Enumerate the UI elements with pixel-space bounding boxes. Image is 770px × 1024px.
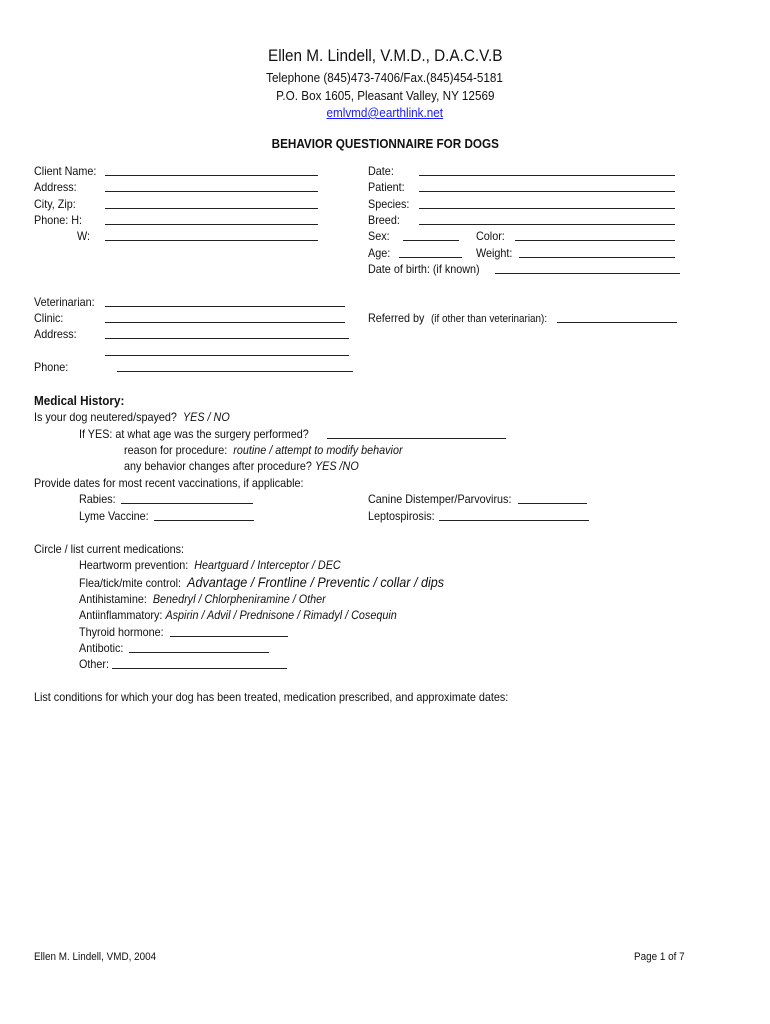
- dob-field[interactable]: [495, 262, 680, 274]
- date-field[interactable]: [419, 164, 675, 176]
- patient-label: Patient:: [368, 180, 405, 194]
- phone-home-field[interactable]: [105, 213, 318, 225]
- form-title: BEHAVIOR QUESTIONNAIRE FOR DOGS: [271, 136, 499, 151]
- conditions-answer-area[interactable]: [34, 710, 734, 930]
- referred-by-label: Referred by: [368, 311, 425, 325]
- vet-address-label: Address:: [34, 327, 77, 341]
- referred-by-note: (if other than veterinarian):: [431, 313, 548, 325]
- other-med-field[interactable]: [112, 657, 287, 669]
- lyme-field[interactable]: [154, 509, 254, 521]
- flea-options[interactable]: Advantage / Frontline / Preventic / collar / dips: [187, 574, 445, 590]
- vet-address-field-1[interactable]: [105, 327, 349, 339]
- weight-label: Weight:: [476, 246, 513, 260]
- lyme-label: Lyme Vaccine:: [79, 509, 149, 523]
- surgery-age-field[interactable]: [327, 427, 506, 439]
- referred-by-field[interactable]: [557, 311, 677, 323]
- medical-history-heading: Medical History:: [34, 393, 125, 408]
- clinic-field[interactable]: [105, 311, 345, 323]
- heartworm-options[interactable]: Heartguard / Interceptor / DEC: [194, 558, 341, 572]
- address-field[interactable]: [105, 180, 318, 192]
- neutered-options[interactable]: YES / NO: [182, 410, 230, 424]
- city-zip-label: City, Zip:: [34, 197, 76, 211]
- phone-home-label: Phone: H:: [34, 213, 83, 227]
- reason-options[interactable]: routine / attempt to modify behavior: [233, 443, 403, 457]
- practitioner-name: Ellen M. Lindell, V.M.D., D.A.C.V.B: [267, 46, 503, 65]
- surgery-age-question: If YES: at what age was the surgery performed?: [79, 427, 309, 441]
- phone-work-label: W:: [77, 229, 91, 243]
- thyroid-field[interactable]: [170, 625, 288, 637]
- species-label: Species:: [368, 197, 410, 211]
- behavior-change-options[interactable]: YES /NO: [314, 459, 359, 473]
- vaccinations-prompt: Provide dates for most recent vaccinations, if applicable:: [34, 476, 304, 490]
- distemper-label: Canine Distemper/Parvovirus:: [368, 492, 512, 506]
- rabies-field[interactable]: [121, 492, 253, 504]
- postal-address: P.O. Box 1605, Pleasant Valley, NY 12569: [275, 88, 495, 103]
- sex-field[interactable]: [403, 229, 459, 241]
- patient-field[interactable]: [419, 180, 675, 192]
- sex-label: Sex:: [368, 229, 390, 243]
- page-number: Page 1 of 7: [634, 951, 685, 963]
- antibiotic-field[interactable]: [129, 641, 269, 653]
- footer-author: Ellen M. Lindell, VMD, 2004: [34, 951, 157, 963]
- thyroid-label: Thyroid hormone:: [79, 625, 164, 639]
- vet-address-field-2[interactable]: [105, 344, 349, 356]
- vet-phone-field[interactable]: [117, 360, 353, 372]
- antihistamine-options[interactable]: Benedryl / Chlorpheniramine / Other: [152, 592, 326, 606]
- species-field[interactable]: [419, 197, 675, 209]
- heartworm-row: Heartworm prevention: Heartguard / Interceptor / DEC: [79, 558, 341, 572]
- color-label: Color:: [476, 229, 505, 243]
- medications-heading: Circle / list current medications:: [34, 542, 185, 556]
- email-link[interactable]: emlvmd@earthlink.net: [326, 105, 444, 120]
- distemper-field[interactable]: [518, 492, 587, 504]
- veterinarian-field[interactable]: [105, 295, 345, 307]
- antibiotic-label: Antibotic:: [79, 641, 124, 655]
- age-label: Age:: [368, 246, 391, 260]
- reason-question: reason for procedure: routine / attempt to modify behavior: [124, 443, 403, 457]
- breed-field[interactable]: [419, 213, 675, 225]
- age-field[interactable]: [399, 246, 462, 258]
- breed-label: Breed:: [368, 213, 400, 227]
- antiinflammatory-row: Antiinflammatory: Aspirin / Advil / Prednisone / Rimadyl / Cosequin: [79, 608, 397, 622]
- lepto-label: Leptospirosis:: [368, 509, 435, 523]
- conditions-prompt: List conditions for which your dog has been treated, medication prescribed, and approximate dates:: [34, 690, 509, 704]
- phone-work-field[interactable]: [105, 229, 318, 241]
- address-label: Address:: [34, 180, 77, 194]
- city-zip-field[interactable]: [105, 197, 318, 209]
- antihistamine-row: Antihistamine: Benedryl / Chlorpheniramine / Other: [79, 592, 326, 606]
- other-med-label: Other:: [79, 657, 110, 671]
- date-label: Date:: [368, 164, 394, 178]
- lepto-field[interactable]: [439, 509, 589, 521]
- contact-phone: Telephone (845)473-7406/Fax.(845)454-5181: [266, 70, 504, 85]
- rabies-label: Rabies:: [79, 492, 116, 506]
- veterinarian-label: Veterinarian:: [34, 295, 95, 309]
- vet-phone-label: Phone:: [34, 360, 69, 374]
- color-field[interactable]: [515, 229, 675, 241]
- client-name-field[interactable]: [105, 164, 318, 176]
- clinic-label: Clinic:: [34, 311, 64, 325]
- client-name-label: Client Name:: [34, 164, 97, 178]
- weight-field[interactable]: [519, 246, 675, 258]
- dob-label: Date of birth: (if known): [368, 262, 480, 276]
- behavior-change-question: any behavior changes after procedure? YES /NO: [124, 459, 359, 473]
- email-link-wrap: [0, 105, 770, 121]
- antiinflammatory-options[interactable]: Aspirin / Advil / Prednisone / Rimadyl / Cosequin: [165, 608, 397, 622]
- flea-row: Flea/tick/mite control: Advantage / Frontline / Preventic / collar / dips: [79, 574, 445, 590]
- neutered-question: Is your dog neutered/spayed? YES / NO: [34, 410, 230, 424]
